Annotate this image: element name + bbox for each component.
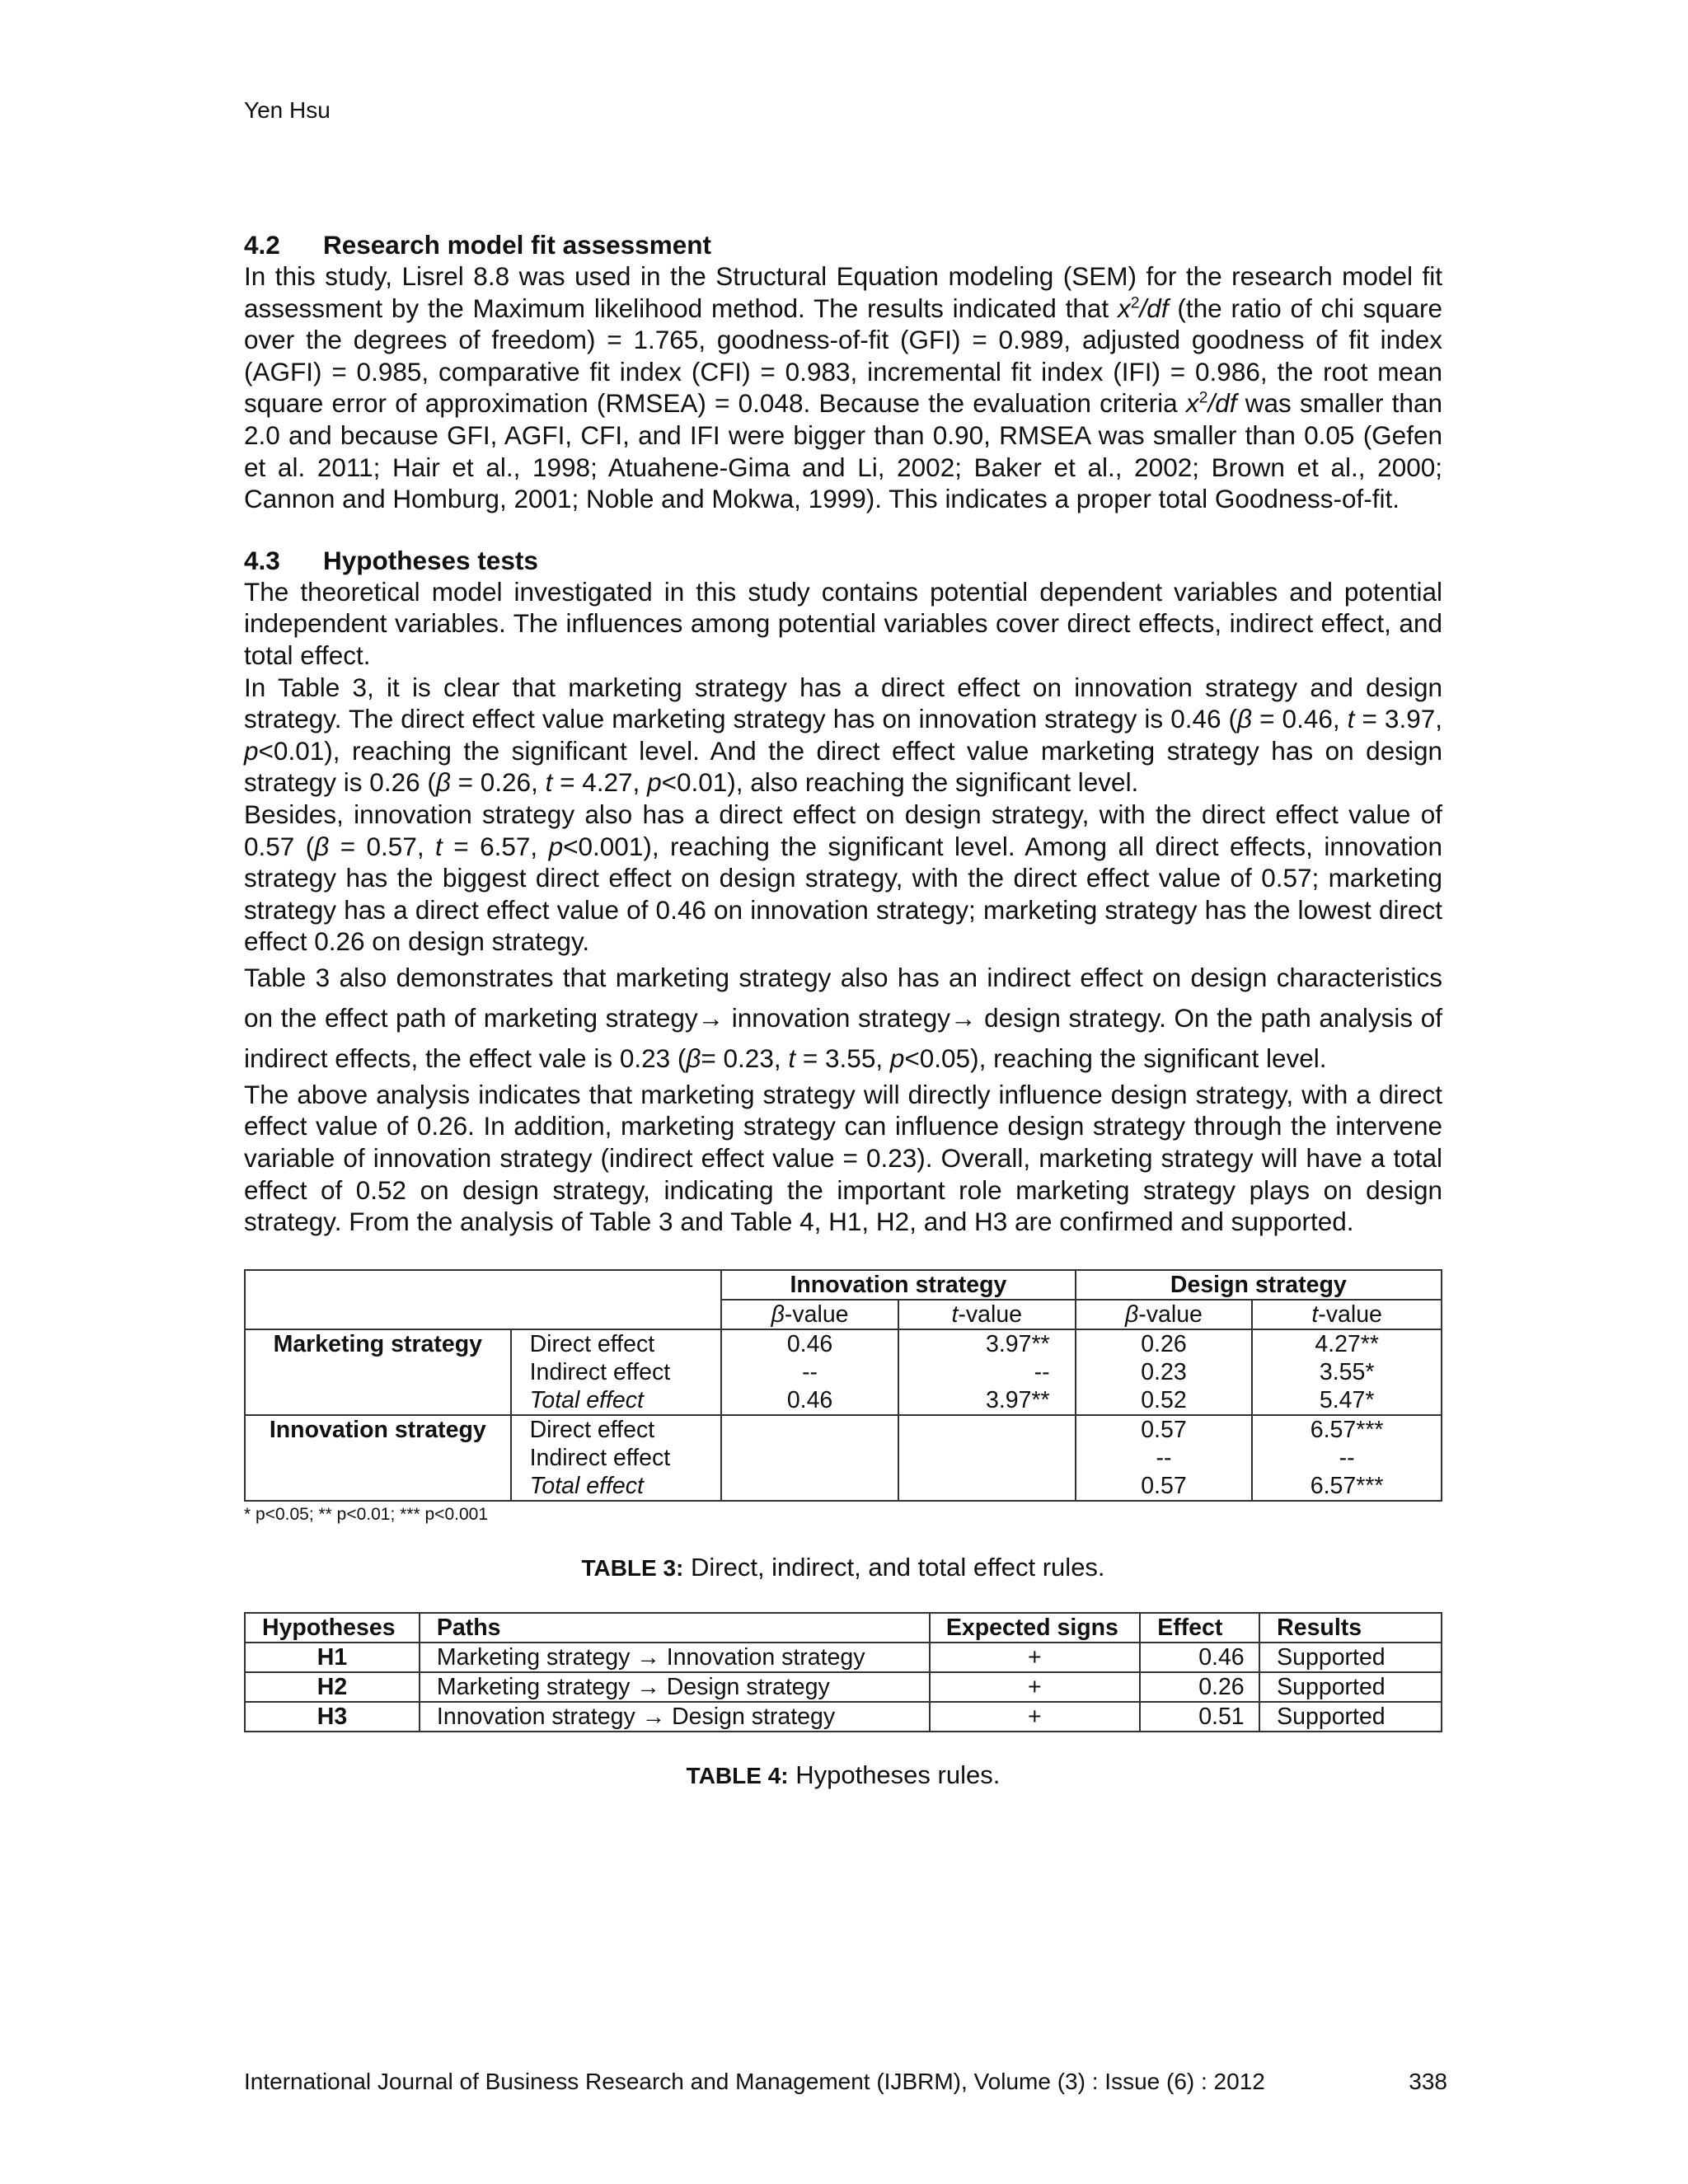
section-4-2-heading <box>244 229 1442 260</box>
superscript: 2 <box>1198 388 1208 407</box>
header-text: -value <box>1318 1301 1382 1328</box>
text-run: In Table 3, it is clear that marketing strategy has a direct effect on innovation strategy and design strategy. The direct effect value marketing strategy has on innovation strategy is 0.46 ( <box>244 672 1442 734</box>
beta-symbol: β <box>314 831 330 861</box>
value-cell: 0.57 <box>1076 1472 1253 1501</box>
beta-symbol: β <box>686 1043 701 1073</box>
df-symbol: /df <box>1207 388 1237 419</box>
value-cell: 0.52 <box>1076 1386 1253 1415</box>
page-footer <box>244 2069 1447 2095</box>
value-cell: 0.23 <box>1076 1358 1253 1386</box>
table4-caption <box>244 1760 1442 1790</box>
hypotheses-header: Hypotheses <box>245 1613 420 1643</box>
header-text: -value <box>784 1301 849 1328</box>
text-run: = 3.55, <box>795 1043 890 1073</box>
table-row <box>245 1702 1442 1732</box>
value-cell <box>721 1415 898 1444</box>
value-cell: 6.57*** <box>1252 1472 1442 1501</box>
table-row <box>245 1386 1442 1415</box>
text-run: Besides, innovation strategy also has a direct effect on design strategy, with the direct effect value of 0.57 ( <box>244 799 1442 861</box>
text-run: = 6.57, <box>442 831 549 861</box>
empty-cell <box>245 1358 511 1386</box>
hypothesis-id: H2 <box>245 1672 420 1702</box>
page-content <box>244 229 1442 1820</box>
effect-label: Indirect effect <box>511 1358 722 1386</box>
caption-label: TABLE 4: <box>686 1762 789 1788</box>
superscript: 2 <box>1130 293 1140 312</box>
value-cell <box>898 1415 1076 1444</box>
text-run: = 4.27, <box>552 767 648 798</box>
table4-header-row <box>245 1613 1442 1643</box>
innovation-strategy-header: Innovation strategy <box>721 1270 1075 1300</box>
table-row <box>245 1472 1442 1501</box>
t-symbol: t <box>1347 704 1355 734</box>
beta-symbol: β <box>1124 1301 1139 1328</box>
value-cell: 4.27** <box>1252 1329 1442 1358</box>
indirect-effect-paragraph <box>244 958 1442 1079</box>
value-cell <box>898 1472 1076 1501</box>
caption-text: Direct, indirect, and total effect rules. <box>683 1552 1105 1582</box>
value-cell: 0.57 <box>1076 1415 1253 1444</box>
table-row <box>245 1358 1442 1386</box>
value-cell: 3.55* <box>1252 1358 1442 1386</box>
effect-cell: 0.26 <box>1140 1672 1259 1702</box>
result-cell: Supported <box>1259 1672 1442 1702</box>
table3-group-header-row <box>245 1270 1442 1300</box>
value-cell: 3.97** <box>898 1329 1076 1358</box>
section-title: Hypotheses tests <box>323 545 538 575</box>
beta-symbol: β <box>771 1301 785 1328</box>
path-cell: Innovation strategy → Design strategy <box>420 1702 930 1732</box>
value-cell: -- <box>721 1358 898 1386</box>
chi-symbol: x <box>1117 293 1131 323</box>
empty-cell <box>245 1444 511 1472</box>
text-run: = 0.23, <box>701 1043 789 1073</box>
empty-cell <box>245 1386 511 1415</box>
result-cell: Supported <box>1259 1702 1442 1732</box>
conclusion-paragraph: The above analysis indicates that marketing strategy will directly influence design strategy, with a direct effect value of 0.26. In addition, marketing strategy can influence design strategy through the intervene variable of innovation strategy (indirect effect value = 0.23). Overall, marketing strategy will have a total effect of 0.52 on design strategy, indicating the important role marketing strategy plays on design strategy. From the analysis of Table 3 and Table 4, H1, H2, and H3 are confirmed and supported. <box>244 1079 1442 1237</box>
t-symbol: t <box>545 767 553 798</box>
model-fit-paragraph <box>244 260 1442 515</box>
header-text: -value <box>1138 1301 1203 1328</box>
beta-symbol: β <box>435 767 451 798</box>
text-run: <0.05), reaching the significant level. <box>904 1043 1327 1073</box>
effect-label: Total effect <box>511 1472 722 1501</box>
sign-cell: + <box>930 1702 1141 1732</box>
value-cell: 3.97** <box>898 1386 1076 1415</box>
text-run: <0.01), reaching the significant level. And the direct effect value marketing strategy has on design strategy is 0.26 ( <box>244 735 1442 798</box>
text-run: In this study, Lisrel 8.8 was used in the Structural Equation modeling (SEM) for the research model fit assessment by the Maximum likelihood method. The results indicated that <box>244 261 1442 323</box>
group-label: Marketing strategy <box>245 1329 511 1358</box>
t-symbol: t <box>1311 1301 1319 1328</box>
value-cell <box>898 1444 1076 1472</box>
p-symbol: p <box>889 1043 905 1073</box>
sign-cell: + <box>930 1643 1141 1672</box>
value-cell: 0.46 <box>721 1329 898 1358</box>
value-cell <box>721 1444 898 1472</box>
section-number: 4.3 <box>244 545 280 575</box>
section-number: 4.2 <box>244 230 280 260</box>
section-4-3-heading <box>244 545 1442 576</box>
table3-footnote: * p<0.05; ** p<0.01; *** p<0.001 <box>244 1504 488 1524</box>
p-symbol: p <box>548 831 564 861</box>
journal-citation: International Journal of Business Research and Management (IJBRM), Volume (3) : Issue (6) : 2012 <box>244 2069 1265 2094</box>
hypothesis-id: H3 <box>245 1702 420 1732</box>
empty-header-cell <box>245 1300 721 1329</box>
t-value-header <box>898 1300 1076 1329</box>
table-3 <box>244 1269 1442 1502</box>
path-cell: Marketing strategy → Innovation strategy <box>420 1643 930 1672</box>
running-header: Yen Hsu <box>244 97 331 123</box>
beta-symbol: β <box>1237 704 1253 734</box>
path-cell: Marketing strategy → Design strategy <box>420 1672 930 1702</box>
effect-label: Direct effect <box>511 1415 722 1444</box>
text-run: <0.01), also reaching the significant level. <box>661 767 1139 798</box>
empty-cell <box>245 1472 511 1501</box>
table-row <box>245 1329 1442 1358</box>
text-run: = 0.26, <box>450 767 546 798</box>
effect-cell: 0.51 <box>1140 1702 1259 1732</box>
page-number: 338 <box>1409 2069 1447 2094</box>
table-row <box>245 1643 1442 1672</box>
design-strategy-header: Design strategy <box>1076 1270 1442 1300</box>
innovation-direct-paragraph <box>244 799 1442 958</box>
hypothesis-id: H1 <box>245 1643 420 1672</box>
beta-value-header <box>1076 1300 1253 1329</box>
value-cell: -- <box>898 1358 1076 1386</box>
paths-header: Paths <box>420 1613 930 1643</box>
effect-header: Effect <box>1140 1613 1259 1643</box>
table-row <box>245 1415 1442 1444</box>
value-cell <box>721 1472 898 1501</box>
value-cell: 0.26 <box>1076 1329 1253 1358</box>
table-4 <box>244 1612 1442 1732</box>
text-run: (the ratio of chi square over the degrees of freedom) = 1.765, goodness-of-fit (GFI) = 0.989, adjusted goodness of fit index (AGFI) = 0.985, comparative fit index (CFI) = 0.983, incremental fit index (IFI) = 0.986, the root mean square error of approximation (RMSEA) = 0.048. Because the evaluation criteria <box>244 293 1442 419</box>
results-header: Results <box>1259 1613 1442 1643</box>
text-run: <0.001), reaching the significant level. Among all direct effects, innovation strategy has the biggest direct effect on design strategy, with the direct effect value of 0.57; marketing strategy has a direct effect value of 0.46 on innovation strategy; marketing strategy has the lowest direct effect 0.26 on design strategy. <box>244 831 1442 957</box>
p-symbol: p <box>647 767 662 798</box>
table-row <box>245 1444 1442 1472</box>
empty-header-cell <box>245 1270 721 1300</box>
t-value-header <box>1252 1300 1442 1329</box>
value-cell: 0.46 <box>721 1386 898 1415</box>
chi-symbol: x <box>1185 388 1199 419</box>
t-symbol: t <box>951 1301 959 1328</box>
table3-direct-paragraph <box>244 672 1442 799</box>
theory-paragraph: The theoretical model investigated in this study contains potential dependent variables and potential independent variables. The influences among potential variables cover direct effects, indirect effect, and total effect. <box>244 576 1442 670</box>
text-run: = 3.97, <box>1354 704 1442 734</box>
effect-label: Indirect effect <box>511 1444 722 1472</box>
text-run: = 0.57, <box>329 831 436 861</box>
table3-caption <box>244 1553 1442 1582</box>
header-text: -value <box>958 1301 1023 1328</box>
value-cell: 5.47* <box>1252 1386 1442 1415</box>
t-symbol: t <box>435 831 443 861</box>
text-run: = 0.46, <box>1252 704 1348 734</box>
text-run: was smaller than 2.0 and because GFI, AGFI, CFI, and IFI were bigger than 0.90, RMSEA was smaller than 0.05 (Gefen et al. 2011; Hair et al., 1998; Atuahene-Gima and Li, 2002; Baker et al., 2002; Brown et al., 2000; Cannon and Homburg, 2001; Noble and Mokwa, 1999). This indicates a proper total Goodness-of-fit. <box>244 388 1442 514</box>
beta-value-header <box>721 1300 898 1329</box>
df-symbol: /df <box>1139 293 1169 323</box>
p-symbol: p <box>244 735 259 766</box>
effect-label: Total effect <box>511 1386 722 1415</box>
result-cell: Supported <box>1259 1643 1442 1672</box>
section-title: Research model fit assessment <box>323 230 711 260</box>
group-label: Innovation strategy <box>245 1415 511 1444</box>
caption-label: TABLE 3: <box>581 1554 684 1581</box>
sign-cell: + <box>930 1672 1141 1702</box>
effect-cell: 0.46 <box>1140 1643 1259 1672</box>
effect-label: Direct effect <box>511 1329 722 1358</box>
value-cell: 6.57*** <box>1252 1415 1442 1444</box>
table-row <box>245 1672 1442 1702</box>
t-symbol: t <box>788 1043 796 1073</box>
text-run: Table 3 also demonstrates that marketing strategy also has an indirect effect on design characteristics on the effect path of marketing strategy→ innovation strategy→ design strategy. On the path analysis of indirect effects, the effect vale is 0.23 ( <box>244 962 1442 1073</box>
caption-text: Hypotheses rules. <box>788 1760 1001 1789</box>
value-cell: -- <box>1252 1444 1442 1472</box>
value-cell: -- <box>1076 1444 1253 1472</box>
table3-subheader-row <box>245 1300 1442 1329</box>
expected-signs-header: Expected signs <box>930 1613 1141 1643</box>
